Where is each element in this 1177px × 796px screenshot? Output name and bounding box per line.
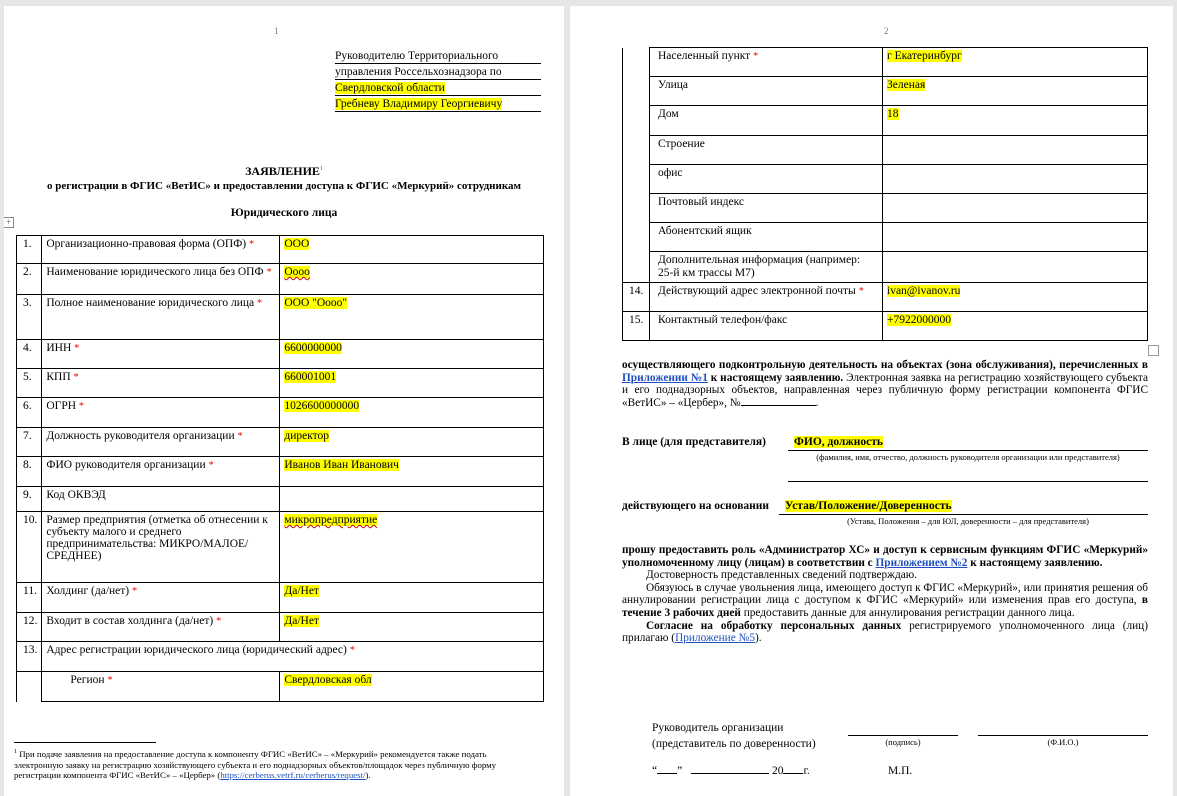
- addressee-block: [335, 48, 541, 112]
- row-number: [623, 77, 650, 106]
- row-number: 1.: [17, 236, 42, 264]
- row-number: 6.: [17, 398, 42, 428]
- appendix-1-link[interactable]: Приложении №1: [622, 371, 708, 384]
- table-move-handle-icon[interactable]: +: [4, 217, 14, 228]
- row-number: [17, 672, 42, 702]
- row-number: 4.: [17, 340, 42, 369]
- fio-field[interactable]: [978, 735, 1148, 736]
- field-label: Регион *: [42, 672, 280, 702]
- row-number: [623, 194, 650, 223]
- row-number: 5.: [17, 369, 42, 398]
- table-row: [623, 136, 1148, 165]
- field-label: КПП *: [42, 369, 280, 398]
- required-mark: *: [753, 51, 759, 62]
- row-number: 12.: [17, 613, 42, 642]
- required-mark: *: [249, 239, 255, 250]
- table-row: [17, 457, 544, 487]
- row-number: [623, 106, 650, 136]
- field-value[interactable]: Зеленая: [883, 77, 1148, 106]
- representative-field[interactable]: ФИО, должность: [788, 436, 1148, 451]
- paragraph-request: прошу предоставить роль «Администратор ХС» и доступ к сервисным функциям ФГИС «Меркурий» уполномоченному лицу (лицам) в соответствии с Приложением №2 к настоящему заявлению. Достоверность представленных сведений подтверждаю. Обязуюсь в случае увольнения лица, имеющего доступ к ФГИС «Меркурий», или принятия решения об аннулировании регистрации лица с доступом к ФГИС «Меркурий» или изменения прав его доступа, в течение 3 рабочих дней предоставить данные для аннулирования регистрации данного лица. Согласие на обработку персональных данных регистрируемого уполномоченного лица (лиц) прилагаю (Приложение №5).: [622, 544, 1148, 645]
- field-value[interactable]: +7922000000: [883, 312, 1148, 341]
- field-label: Входит в состав холдинга (да/нет) *: [42, 613, 280, 642]
- table-row: [17, 264, 544, 295]
- field-label: Улица: [650, 77, 883, 106]
- entity-type: Юридического лица: [230, 207, 338, 219]
- signatory-label: Руководитель организации (представитель по доверенности): [652, 722, 816, 750]
- addressee-line-3: Свердловской области: [335, 80, 541, 96]
- row-number: 3.: [17, 295, 42, 340]
- table-row: [17, 340, 544, 369]
- field-value[interactable]: [883, 136, 1148, 165]
- page-number: 2: [884, 26, 889, 36]
- applicant-table: [16, 235, 544, 702]
- field-value[interactable]: [280, 487, 544, 512]
- field-label: Контактный телефон/факс: [650, 312, 883, 341]
- field-label: ОГРН *: [42, 398, 280, 428]
- field-label: ИНН *: [42, 340, 280, 369]
- row-number: 10.: [17, 512, 42, 583]
- field-value[interactable]: [883, 223, 1148, 252]
- required-mark: *: [208, 460, 214, 471]
- field-label: Код ОКВЭД: [42, 487, 280, 512]
- table-row: [17, 428, 544, 457]
- field-value[interactable]: 6600000000: [280, 340, 544, 369]
- field-label: Размер предприятия (отметка об отнесении к субъекту малого и среднего предпринимательства: МИКРО/МАЛОЕ/СРЕДНЕЕ): [42, 512, 280, 583]
- table-row: [623, 252, 1148, 283]
- field-value[interactable]: Да/Нет: [280, 583, 544, 613]
- field-value[interactable]: директор: [280, 428, 544, 457]
- basis-field[interactable]: Устав/Положение/Доверенность: [779, 500, 1148, 515]
- stamp-placeholder: М.П.: [888, 765, 913, 777]
- field-value[interactable]: 1026600000000: [280, 398, 544, 428]
- representative-label: В лице (для представителя): [622, 436, 766, 448]
- row-number: 15.: [623, 312, 650, 341]
- row-number: [623, 165, 650, 194]
- table-row: [17, 642, 544, 672]
- representative-caption: (фамилия, имя, отчество, должность руководителя организации или представителя): [816, 452, 1120, 462]
- field-value[interactable]: ivan@ivanov.ru: [883, 283, 1148, 312]
- field-label: Почтовый индекс: [650, 194, 883, 223]
- footnote: $^1$ При подаче заявления на предоставление доступа к компоненту ФГИС «ВетИС» – «Меркурий» рекомендуется также подать электронную заявку на регистрацию хозяйствующего субъекта и его поднадзорных объектов/площадок через публичную форму регистрации компонента ФГИС «ВетИС» – «Цербер» (https://cerberus.vetrf.ru/cerberus/request/).: [14, 748, 497, 781]
- row-number: [623, 136, 650, 165]
- field-label: Дом: [650, 106, 883, 136]
- required-mark: *: [858, 286, 864, 297]
- table-row: [17, 613, 544, 642]
- field-label: ФИО руководителя организации *: [42, 457, 280, 487]
- addressee-line-4: Гребневу Владимиру Георгиевичу: [335, 96, 541, 112]
- table-row: [623, 165, 1148, 194]
- field-label: Наименование юридического лица без ОПФ *: [42, 264, 280, 295]
- field-value[interactable]: [883, 194, 1148, 223]
- table-row: [17, 512, 544, 583]
- field-value[interactable]: 18: [883, 106, 1148, 136]
- addressee-line-2: управления Россельхознадзора по: [335, 64, 541, 80]
- region-value[interactable]: Свердловская обл: [280, 672, 544, 702]
- field-value[interactable]: [883, 165, 1148, 194]
- field-value[interactable]: Да/Нет: [280, 613, 544, 642]
- row-number: 9.: [17, 487, 42, 512]
- table-row: [17, 369, 544, 398]
- row-number: 7.: [17, 428, 42, 457]
- table-row: [623, 223, 1148, 252]
- paragraph-objects: осуществляющего подконтрольную деятельность на объектах (зона обслуживания), перечисленных в Приложении №1 к настоящему заявлению. Электронная заявка на регистрацию хозяйствующего субъекта и его поднадзорных объектов, направленная через публичную форму регистрации компонента ФГИС «ВетИС» – «Цербер», № .: [622, 359, 1148, 409]
- field-label: Должность руководителя организации *: [42, 428, 280, 457]
- table-row: [17, 398, 544, 428]
- table-row: [623, 194, 1148, 223]
- representative-line: [622, 436, 1148, 448]
- field-value[interactable]: ООО "Оооо": [280, 295, 544, 340]
- basis-line: [622, 500, 1148, 512]
- table-row: [17, 236, 544, 264]
- required-mark: *: [73, 372, 79, 383]
- row-number: 11.: [17, 583, 42, 613]
- fio-caption: (Ф.И.О.): [1047, 737, 1079, 747]
- field-value[interactable]: 660001001: [280, 369, 544, 398]
- field-label: Абонентский ящик: [650, 223, 883, 252]
- field-label: офис: [650, 165, 883, 194]
- row-number: [623, 223, 650, 252]
- table-row: [17, 583, 544, 613]
- field-label: Адрес регистрации юридического лица (юридический адрес) *: [42, 642, 544, 672]
- field-value[interactable]: г Екатеринбург: [883, 48, 1148, 77]
- field-label: Действующий адрес электронной почты *: [650, 283, 883, 312]
- table-row: [623, 48, 1148, 77]
- row-number: 8.: [17, 457, 42, 487]
- field-label: Холдинг (да/нет) *: [42, 583, 280, 613]
- required-mark: *: [257, 298, 263, 309]
- document-title: ЗАЯВЛЕНИЕ$^1$: [245, 164, 323, 178]
- field-label: Населенный пункт *: [650, 48, 883, 77]
- document-page-2: [570, 6, 1173, 796]
- footnote-separator: [14, 742, 156, 743]
- table-row: [17, 295, 544, 340]
- required-mark: *: [216, 616, 222, 627]
- required-mark: *: [107, 675, 113, 686]
- signature-caption: (подпись): [885, 737, 921, 747]
- signature-field[interactable]: [848, 735, 958, 736]
- field-value[interactable]: Оооо: [280, 264, 544, 295]
- cerberus-link[interactable]: https://cerberus.vetrf.ru/cerberus/request/: [220, 770, 366, 781]
- document-subtitle: о регистрации в ФГИС «ВетИС» и предоставлении доступа к ФГИС «Меркурий» сотрудникам: [46, 180, 522, 192]
- table-row: [623, 312, 1148, 341]
- basis-caption: (Устава, Положения – для ЮЛ, доверенности – для представителя): [847, 516, 1089, 526]
- field-value[interactable]: микропредприятие: [280, 512, 544, 583]
- required-mark: *: [266, 267, 272, 278]
- required-mark: *: [237, 431, 243, 442]
- row-number: 13.: [17, 642, 42, 672]
- appendix-5-link[interactable]: Приложение №5: [675, 632, 755, 645]
- field-label: Полное наименование юридического лица *: [42, 295, 280, 340]
- row-number: [623, 252, 650, 283]
- field-value[interactable]: ООО: [280, 236, 544, 264]
- required-mark: *: [132, 586, 138, 597]
- representative-field-line-2: [788, 481, 1148, 482]
- field-value[interactable]: [883, 252, 1148, 283]
- appendix-2-link[interactable]: Приложением №2: [875, 556, 968, 569]
- resize-handle-icon[interactable]: [1148, 345, 1159, 356]
- address-table: [622, 47, 1148, 341]
- field-label: Строение: [650, 136, 883, 165]
- required-mark: *: [349, 645, 355, 656]
- page-number: 1: [274, 26, 279, 36]
- table-row: [623, 106, 1148, 136]
- addressee-line-1: Руководителю Территориального: [335, 48, 541, 64]
- table-row: [623, 283, 1148, 312]
- date-line: “ ” 20 г.: [652, 765, 810, 777]
- field-label: Дополнительная информация (например: 25-й км трассы М7): [650, 252, 883, 283]
- table-row: [17, 487, 544, 512]
- required-mark: *: [79, 401, 85, 412]
- required-mark: *: [74, 343, 80, 354]
- table-row: [623, 77, 1148, 106]
- row-number: [623, 48, 650, 77]
- row-number: 14.: [623, 283, 650, 312]
- basis-label: действующего на основании: [622, 500, 770, 512]
- table-row: [17, 672, 544, 702]
- field-value[interactable]: Иванов Иван Иванович: [280, 457, 544, 487]
- document-page-1: [4, 6, 564, 796]
- field-label: Организационно-правовая форма (ОПФ) *: [42, 236, 280, 264]
- row-number: 2.: [17, 264, 42, 295]
